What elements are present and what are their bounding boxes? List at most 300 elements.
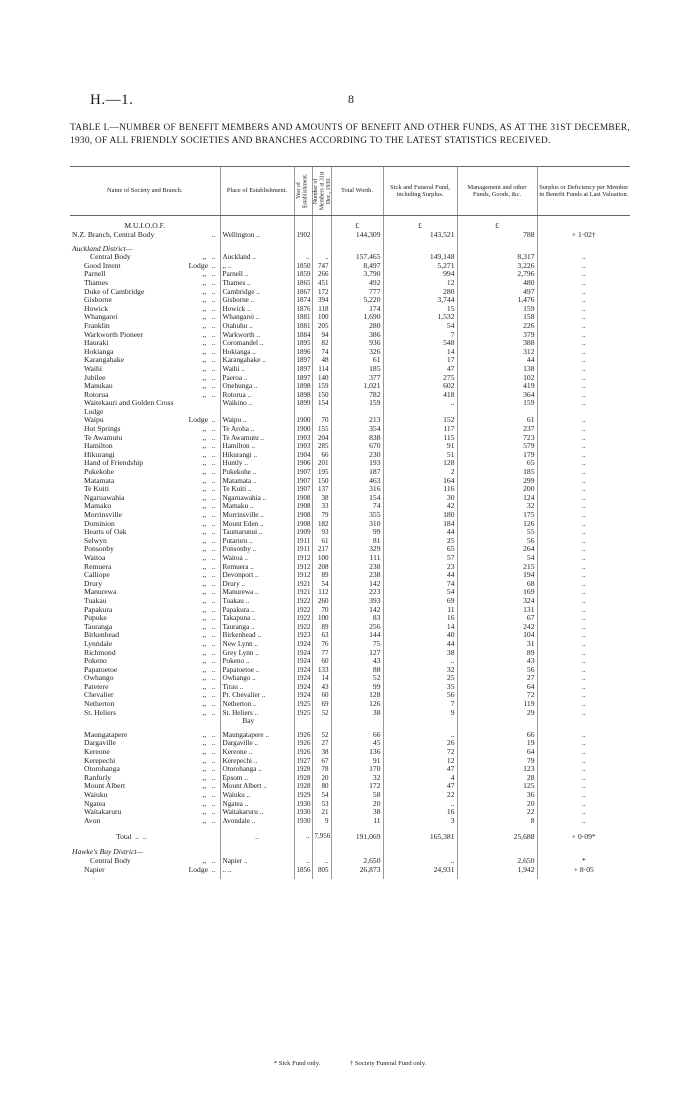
total-worth: 238: [331, 563, 383, 572]
place-text: Papatoetoe: [222, 665, 255, 674]
management-fund: 185: [457, 468, 537, 477]
society-name: Rotorua ,, ..: [84, 389, 218, 399]
muioof-worth: 144,309: [331, 231, 383, 240]
total-worth: 193: [331, 459, 383, 468]
society-name: Tauranga ,, ..: [84, 621, 218, 631]
col-year-header: [294, 167, 312, 216]
surplus-per-member: ..: [537, 666, 630, 675]
society-name-text: Rotorua: [84, 389, 109, 399]
surplus-per-member: ..: [537, 528, 630, 537]
management-fund: 159: [457, 399, 537, 408]
total-worth: 127: [331, 649, 383, 658]
member-count: 78: [312, 765, 331, 774]
sick-fund: 7: [383, 331, 457, 340]
management-fund: 125: [457, 782, 537, 791]
year-established: 1867: [294, 288, 312, 297]
sick-fund: 24,931: [383, 866, 457, 875]
muioof-sick: 143,521: [383, 231, 457, 240]
total-worth: 159: [331, 399, 383, 408]
member-count: ..: [312, 253, 331, 262]
management-fund: 264: [457, 545, 537, 554]
total-year: ..: [294, 830, 312, 843]
society-name-text: Remuera: [84, 561, 112, 571]
table-row-continuation: [70, 717, 630, 726]
society-name: Waiuku ,, ..: [84, 790, 218, 799]
table-row: [70, 511, 630, 520]
place-text: Cambridge: [222, 287, 255, 296]
sick-fund: ..: [383, 857, 457, 866]
sick-fund: 69: [383, 597, 457, 606]
place-of-establishment: Otorohanga ..: [220, 765, 294, 774]
total-worth: 83: [331, 614, 383, 623]
management-fund: 55: [457, 528, 537, 537]
table-row: [70, 288, 630, 297]
year-established: 1898: [294, 391, 312, 400]
surplus-per-member: ..: [537, 485, 630, 494]
year-established: 1908: [294, 511, 312, 520]
total-sick: 165,381: [383, 830, 457, 843]
footnotes: [70, 1060, 630, 1067]
management-fund: 72: [457, 691, 537, 700]
sick-fund: 12: [383, 279, 457, 288]
total-worth: 74: [331, 502, 383, 511]
place-of-establishment: Pt. Chevalier ..: [220, 691, 294, 700]
place-text: Paeroa: [222, 373, 243, 382]
surplus-per-member: *: [537, 857, 630, 866]
place-text: Thames: [222, 278, 246, 287]
place-of-establishment: Waihi ..: [220, 365, 294, 374]
year-established: 1930: [294, 817, 312, 826]
year-established: 1907: [294, 485, 312, 494]
member-count: 93: [312, 528, 331, 537]
table-row: [70, 683, 630, 692]
member-count: 266: [312, 270, 331, 279]
col-surplus-header: Surplus or Deficiency per Member in Benefit Funds at Last Valuation.: [537, 167, 630, 216]
year-established: 1930: [294, 808, 312, 817]
year-established: 1928: [294, 782, 312, 791]
sick-fund: 16: [383, 808, 457, 817]
sick-fund: 54: [383, 588, 457, 597]
society-name-text: Papatoetoe: [84, 664, 118, 674]
sick-fund: 602: [383, 382, 457, 391]
sick-fund: 128: [383, 459, 457, 468]
table-body: [70, 216, 630, 880]
society-name-text: Maungatapere: [84, 729, 128, 739]
surplus-per-member: ..: [537, 614, 630, 623]
management-fund: 159: [457, 305, 537, 314]
place-of-establishment: Gisborne ..: [220, 296, 294, 305]
year-established: 1922: [294, 606, 312, 615]
place-of-establishment: Whangarei ..: [220, 313, 294, 322]
total-worth: 111: [331, 554, 383, 563]
society-name-text: Calliope: [84, 570, 110, 580]
society-name-text: Whangarei: [84, 312, 118, 322]
society-name-text: Selwyn: [84, 535, 107, 545]
place-of-establishment: Ngatea ..: [220, 800, 294, 809]
total-worth: 777: [331, 288, 383, 297]
total-worth: 393: [331, 597, 383, 606]
muioof-members: [312, 231, 331, 240]
society-name: Papatoetoe ,, ..: [84, 664, 218, 674]
society-name: Franklin ,, ..: [84, 320, 218, 330]
muioof-name: N.Z. Branch, Central Body ..: [72, 230, 218, 239]
place-of-establishment: Rotorua ..: [220, 391, 294, 400]
place-text: Tirau: [222, 682, 238, 691]
year-established: 1912: [294, 563, 312, 572]
total-worth: 310: [331, 520, 383, 529]
society-name: Dominion ,, ..: [84, 518, 218, 528]
society-name-text: Ngaruawahia: [84, 492, 125, 502]
member-count: 150: [312, 477, 331, 486]
friendly-societies-table: [70, 166, 630, 879]
sick-fund: 35: [383, 683, 457, 692]
management-fund: 29: [457, 709, 537, 718]
year-established: 1924: [294, 657, 312, 666]
place-text: Te Awamutu: [222, 433, 259, 442]
society-name-text: Lynndale: [84, 638, 113, 648]
society-name-continued: Lodge: [84, 406, 104, 416]
table-title: TABLE I.—NUMBER OF BENEFIT MEMBERS AND AMOUNTS OF BENEFIT AND OTHER FUNDS, AS AT THE 31ST DECEMBER, 1930, OF ALL FRIENDLY SOCIETIES AND BRANCHES ACCORDING TO THE LATEST STATISTICS RECEIVED.: [70, 123, 630, 146]
society-name-text: Duke of Cambridge: [84, 286, 145, 296]
sick-fund: 4: [383, 774, 457, 783]
footnote-sick: * Sick Fund only.: [273, 1060, 321, 1067]
table-row: [70, 348, 630, 357]
society-name: Ngaruawahia ,, ..: [84, 492, 218, 502]
society-name: Whangarei ,, ..: [84, 312, 218, 322]
society-name: Gisborne ,, ..: [84, 295, 218, 305]
management-fund: 242: [457, 623, 537, 632]
total-worth: 238: [331, 571, 383, 580]
year-established: 1926: [294, 748, 312, 757]
place-text: Auckland: [222, 253, 251, 262]
member-count: 208: [312, 563, 331, 572]
surplus-per-member: ..: [537, 442, 630, 451]
surplus-per-member: ..: [537, 606, 630, 615]
table-row: [70, 296, 630, 305]
place-of-establishment: Howick ..: [220, 305, 294, 314]
member-count: 70: [312, 416, 331, 425]
surplus-per-member: ..: [537, 537, 630, 546]
society-name-text: Howick: [84, 303, 109, 313]
society-name-text: Kerepechi: [84, 755, 116, 765]
society-name: Ngatea ,, ..: [84, 798, 218, 808]
member-count: 204: [312, 434, 331, 443]
surplus-per-member: ..: [537, 739, 630, 748]
management-fund: 64: [457, 748, 537, 757]
member-count: 182: [312, 520, 331, 529]
year-established: 1928: [294, 774, 312, 783]
surplus-per-member: ..: [537, 640, 630, 649]
table-row: [70, 606, 630, 615]
sick-fund: 44: [383, 640, 457, 649]
total-worth: 256: [331, 623, 383, 632]
sick-fund: 65: [383, 545, 457, 554]
sick-fund: 91: [383, 442, 457, 451]
total-worth: 52: [331, 674, 383, 683]
member-count: 61: [312, 537, 331, 546]
member-count: 140: [312, 374, 331, 383]
member-count: 150: [312, 391, 331, 400]
member-count: 205: [312, 322, 331, 331]
place-text: Pukekohe: [222, 468, 251, 477]
place-text: Maungatapere: [222, 730, 264, 739]
management-fund: 8,317: [457, 253, 537, 262]
society-name-text: Waipu: [84, 415, 104, 425]
surplus-per-member: ..: [537, 262, 630, 271]
sick-fund: 22: [383, 791, 457, 800]
table-row: [70, 808, 630, 817]
year-established: 1900: [294, 416, 312, 425]
place-of-establishment: Avondale ..: [220, 817, 294, 826]
society-name-text: Drury: [84, 578, 103, 588]
member-count: 9: [312, 817, 331, 826]
sick-fund: 40: [383, 631, 457, 640]
total-worth: 670: [331, 442, 383, 451]
sick-fund: 54: [383, 322, 457, 331]
society-name-text: Thames: [84, 277, 109, 287]
society-name: Netherton ,, ..: [84, 699, 218, 709]
total-worth: 32: [331, 774, 383, 783]
place-of-establishment: Thames ..: [220, 279, 294, 288]
place-text: Birkenhead: [222, 631, 256, 640]
sick-fund: 180: [383, 511, 457, 520]
table-row: [70, 571, 630, 580]
member-count: 27: [312, 739, 331, 748]
member-count: ..: [312, 857, 331, 866]
society-name: Kerepechi ,, ..: [84, 755, 218, 765]
society-name-text: Tauranga: [84, 621, 113, 631]
table-row: [70, 451, 630, 460]
place-text: Napier: [222, 856, 243, 865]
place-of-establishment: Mamaku ..: [220, 502, 294, 511]
member-count: 747: [312, 262, 331, 271]
muioof-place: Wellington ..: [220, 231, 294, 240]
total-worth: 38: [331, 808, 383, 817]
member-count: 20: [312, 774, 331, 783]
management-fund: 200: [457, 485, 537, 494]
auckland-title-row: [70, 245, 630, 254]
member-count: 53: [312, 800, 331, 809]
total-worth: 386: [331, 331, 383, 340]
society-name-text: Waihi: [84, 363, 102, 373]
table-row: [70, 468, 630, 477]
sick-fund: 117: [383, 425, 457, 434]
society-name-text: Central Body: [90, 855, 131, 865]
society-name: Remuera ,, ..: [84, 561, 218, 571]
management-fund: 104: [457, 631, 537, 640]
place-of-establishment: Kerepechi ..: [220, 757, 294, 766]
sick-fund: 44: [383, 571, 457, 580]
sick-fund: 72: [383, 748, 457, 757]
sick-fund: 74: [383, 580, 457, 589]
management-fund: 8: [457, 817, 537, 826]
member-count: 133: [312, 666, 331, 675]
year-established: 1926: [294, 731, 312, 740]
society-name-text: Gisborne: [84, 295, 112, 305]
society-name-text: Pupuke: [84, 613, 107, 623]
society-name-text: Owhango: [84, 673, 114, 683]
member-count: 38: [312, 494, 331, 503]
place-of-establishment: Birkenhead ..: [220, 631, 294, 640]
society-name: Warkworth Pioneer ,, ..: [84, 329, 218, 339]
surplus-per-member: ..: [537, 554, 630, 563]
sick-fund: 16: [383, 614, 457, 623]
year-established: 1921: [294, 580, 312, 589]
year-established: 1929: [294, 791, 312, 800]
member-count: 260: [312, 597, 331, 606]
surplus-per-member: ..: [537, 709, 630, 718]
year-established: 1897: [294, 356, 312, 365]
total-worth: 355: [331, 511, 383, 520]
place-text: Drury: [222, 579, 240, 588]
management-fund: 364: [457, 391, 537, 400]
society-name: Hikurangi ,, ..: [84, 449, 218, 459]
col-year-header-text: Year of Establishment.: [296, 173, 309, 209]
table-row: [70, 365, 630, 374]
table-row: [70, 588, 630, 597]
table-row: [70, 322, 630, 331]
place-text: Ngatea: [222, 799, 243, 808]
society-name: Napier Lodge ..: [84, 864, 218, 874]
society-name-text: Manukau: [84, 381, 113, 391]
year-established: 1881: [294, 322, 312, 331]
surplus-per-member: ..: [537, 288, 630, 297]
place-of-establishment: Putaruru ..: [220, 537, 294, 546]
table-row: [70, 563, 630, 572]
sick-fund: 11: [383, 606, 457, 615]
year-established: 1906: [294, 459, 312, 468]
place-text: Huntly: [222, 459, 243, 468]
member-count: 74: [312, 348, 331, 357]
society-name-text: Pokeno: [84, 656, 107, 666]
society-name: Waitakaruru ,, ..: [84, 807, 218, 817]
muioof-row: [70, 231, 630, 240]
management-fund: 388: [457, 339, 537, 348]
society-name-text: Waitekauri and Golden Cross: [84, 398, 174, 408]
society-name: Lynndale ,, ..: [84, 638, 218, 648]
year-established: 1922: [294, 597, 312, 606]
place-text: Remuera: [222, 562, 249, 571]
place-text: Waiuku: [222, 791, 245, 799]
society-name-text: Jubilee: [84, 372, 106, 382]
surplus-per-member: ..: [537, 765, 630, 774]
sick-fund: 15: [383, 305, 457, 314]
society-name: Waipu Lodge ..: [84, 415, 218, 425]
surplus-per-member: ..: [537, 382, 630, 391]
table-row: [70, 580, 630, 589]
place-text: Te Kuiti: [222, 485, 247, 494]
place-of-establishment: Hikurangi ..: [220, 451, 294, 460]
year-established: 1911: [294, 537, 312, 546]
sick-fund: 152: [383, 416, 457, 425]
surplus-per-member: ..: [537, 791, 630, 800]
table-row: [70, 691, 630, 700]
management-fund: 131: [457, 606, 537, 615]
society-name-text: Napier: [84, 864, 105, 874]
place-text: Owhango: [222, 674, 251, 683]
place-of-establishment: Hamilton ..: [220, 442, 294, 451]
place-of-establishment: Takapuna ..: [220, 614, 294, 623]
table-row: [70, 748, 630, 757]
surplus-per-member: ..: [537, 502, 630, 511]
table-row: [70, 614, 630, 623]
total-worth: 91: [331, 757, 383, 766]
surplus-per-member: ..: [537, 399, 630, 408]
total-worth: 11: [331, 817, 383, 826]
total-worth: 2,650: [331, 857, 383, 866]
year-established: 1924: [294, 666, 312, 675]
table-row: [70, 866, 630, 875]
place-of-establishment: Taumarunui ..: [220, 528, 294, 537]
management-fund: 723: [457, 434, 537, 443]
member-count: 21: [312, 808, 331, 817]
report-reference: H.—1.: [90, 92, 134, 108]
society-suffix: Lodge: [188, 864, 208, 874]
management-fund: 126: [457, 520, 537, 529]
society-name-text: Hearts of Oak: [84, 527, 127, 537]
place-of-establishment: Tuakau ..: [220, 597, 294, 606]
management-fund: 579: [457, 442, 537, 451]
surplus-per-member: ..: [537, 683, 630, 692]
surplus-per-member: ..: [537, 459, 630, 468]
surplus-per-member: ..: [537, 322, 630, 331]
year-established: 1925: [294, 700, 312, 709]
hawkes-bay-title-row: [70, 848, 630, 857]
place-text: Dargaville: [222, 739, 253, 748]
table-row: [70, 425, 630, 434]
total-worth: 144: [331, 631, 383, 640]
sick-fund: 47: [383, 765, 457, 774]
place-of-establishment: Waiuku ..: [220, 791, 294, 800]
table-row: [70, 374, 630, 383]
table-row: [70, 545, 630, 554]
place-of-establishment: Auckland ..: [220, 253, 294, 262]
surplus-per-member: ..: [537, 451, 630, 460]
column-header-row: [70, 167, 630, 216]
surplus-per-member: ..: [537, 563, 630, 572]
place-text: Te Aroha: [222, 425, 249, 434]
place-of-establishment: Matamata ..: [220, 477, 294, 486]
table-row: [70, 554, 630, 563]
surplus-per-member: ..: [537, 700, 630, 709]
year-established: 1927: [294, 757, 312, 766]
total-worth: 213: [331, 416, 383, 425]
total-place: ..: [220, 830, 294, 843]
year-established: 1925: [294, 709, 312, 718]
society-name-text: Chevalier: [84, 690, 114, 700]
surplus-per-member: ..: [537, 434, 630, 443]
sick-fund: 7: [383, 700, 457, 709]
place-text: Onehunga: [222, 382, 253, 391]
member-count: 217: [312, 545, 331, 554]
table-row: [70, 313, 630, 322]
surplus-per-member: ..: [537, 468, 630, 477]
year-established: 1897: [294, 374, 312, 383]
management-fund: 67: [457, 614, 537, 623]
total-worth: 5,220: [331, 296, 383, 305]
place-of-establishment: Ngaruawahia ..: [220, 494, 294, 503]
society-name: Karangahake ,, ..: [84, 355, 218, 365]
place-of-establishment: Devonport ..: [220, 571, 294, 580]
surplus-per-member: ..: [537, 391, 630, 400]
society-name: Chevalier ,, ..: [84, 690, 218, 700]
table-row: [70, 666, 630, 675]
table-row: [70, 339, 630, 348]
surplus-per-member: ..: [537, 782, 630, 791]
society-name-text: Te Kuiti: [84, 484, 109, 494]
society-name-text: Te Awamutu: [84, 432, 123, 442]
society-suffix: Lodge: [188, 415, 208, 425]
